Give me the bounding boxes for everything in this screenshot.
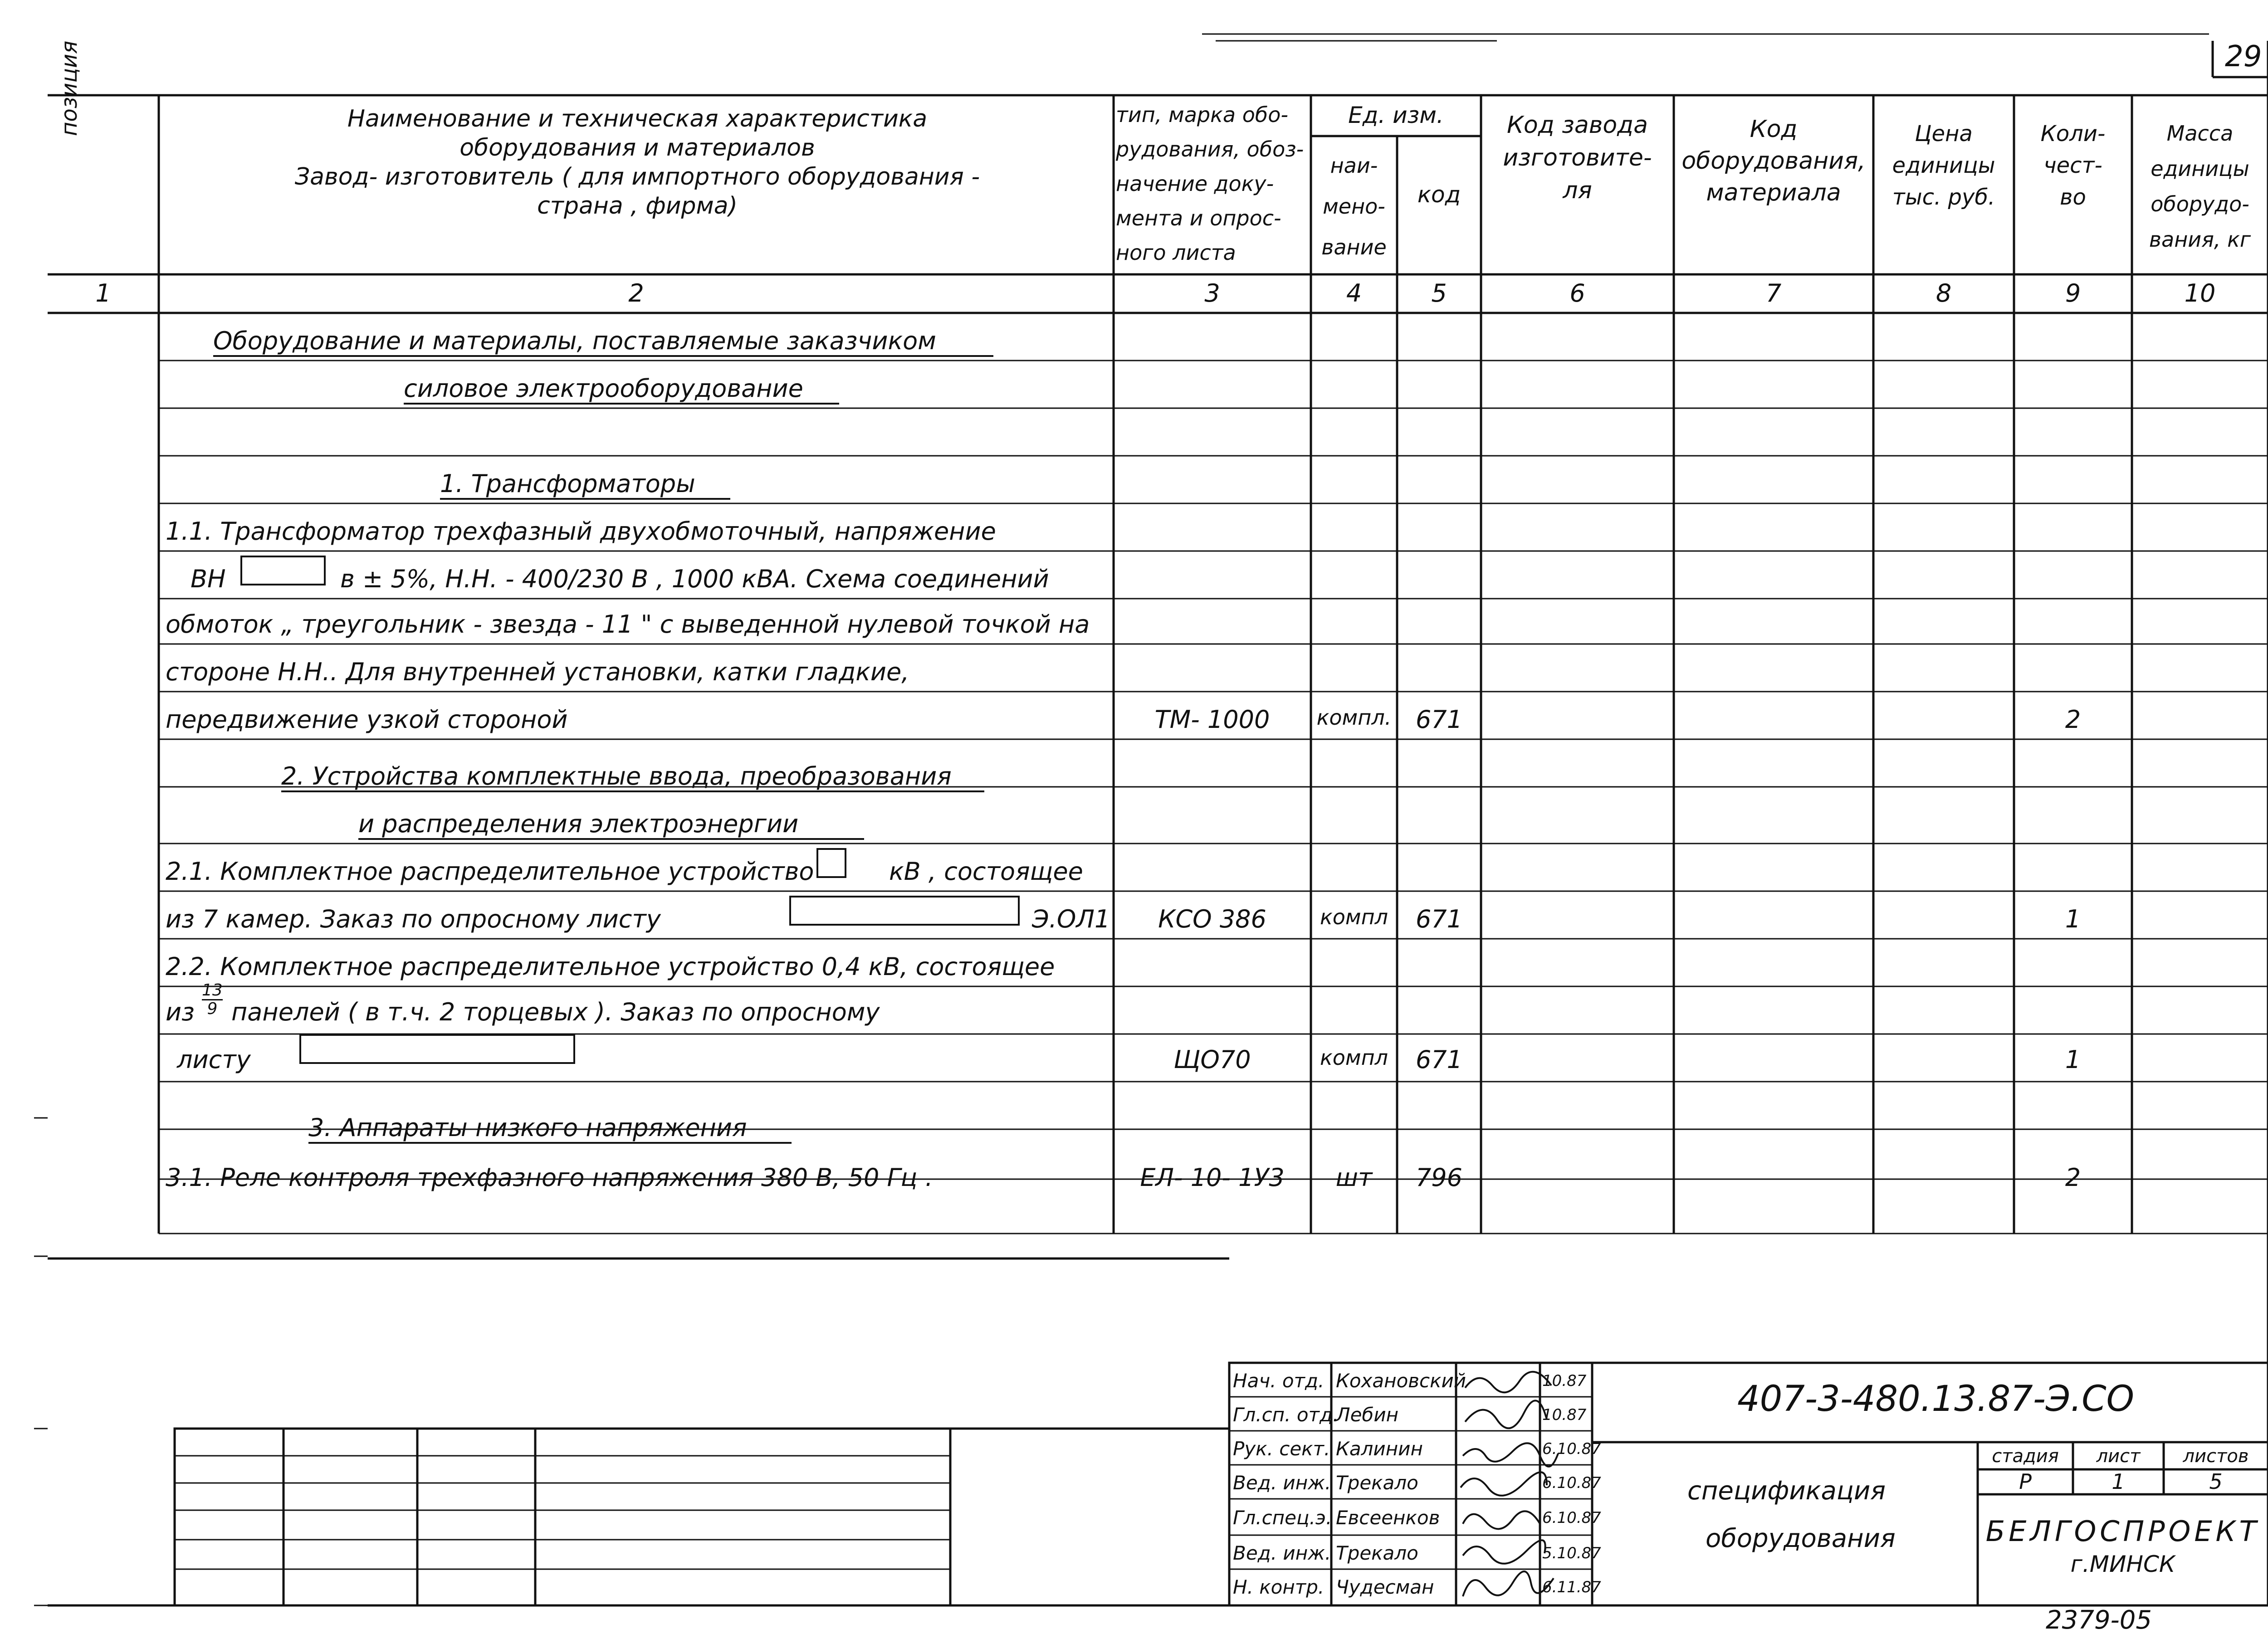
- stage-value: Р: [2019, 1469, 2032, 1494]
- city: г.МИНСК: [2070, 1551, 2175, 1577]
- header-unit-name-line-2: мено-: [1323, 194, 1385, 219]
- header-name-line-4: страна , фирма): [537, 192, 738, 219]
- section-low-voltage: 3. Аппараты низкого напряжения: [308, 1113, 747, 1142]
- header-mass-line-4: вания, кг: [2149, 227, 2251, 252]
- row-2-1-line-2: из 7 камер. Заказ по опросному листу: [166, 905, 661, 933]
- row-1-1-line-3: обмоток „ треугольник - звезда - 11 " с выведенной нулевой точкой на: [166, 610, 1090, 639]
- fraction-numerator: 13: [202, 981, 223, 1000]
- blank-field: [789, 896, 1020, 926]
- header-equipment-code-line-3: материала: [1706, 179, 1841, 206]
- colnum-8: 8: [1936, 279, 1952, 307]
- header-type-line-4: мента и опрос-: [1116, 206, 1281, 230]
- header-unit-group: Ед. изм.: [1348, 102, 1444, 128]
- header-type: [1116, 98, 1311, 270]
- header-price-line-2: единицы: [1892, 153, 1995, 178]
- header-equipment-code: [1674, 113, 1873, 209]
- header-price: [1873, 118, 2014, 213]
- signer-name: Евсеенков: [1336, 1507, 1440, 1529]
- header-quantity-line-1: Коли-: [2040, 121, 2106, 146]
- doc-title-2: оборудования: [1706, 1524, 1896, 1553]
- row-2-1-line-1b: кВ , состоящее: [889, 857, 1083, 886]
- header-factory-code-line-1: Код завода: [1506, 112, 1648, 139]
- sheet-value: 1: [2112, 1469, 2125, 1494]
- signer-name: Лебин: [1336, 1404, 1399, 1426]
- stage-label: стадия: [1992, 1446, 2059, 1467]
- row-2-2-line-1: 2.2. Комплектное распределительное устройство 0,4 кВ, состоящее: [166, 952, 1055, 981]
- row-1-1-line-1: 1.1. Трансформатор трехфазный двухобмоточный, напряжение: [166, 517, 996, 546]
- row-1-1-line-2a: ВН: [191, 565, 226, 593]
- colnum-10: 10: [2184, 279, 2216, 307]
- page-number: 29: [2225, 40, 2262, 73]
- signer-role: Вед. инж.: [1233, 1472, 1331, 1494]
- row-3-1-unit: шт: [1335, 1163, 1373, 1192]
- row-2-1-type: КСО 386: [1158, 905, 1266, 933]
- header-name-line-1: Наименование и техническая характеристика: [347, 105, 928, 132]
- section-transformers: 1. Трансформаторы: [440, 469, 695, 498]
- row-2-1-line-1a: 2.1. Комплектное распределительное устройство: [166, 857, 814, 886]
- colnum-6: 6: [1569, 279, 1585, 307]
- colnum-4: 4: [1346, 279, 1362, 307]
- row-3-1-code: 796: [1415, 1163, 1463, 1192]
- colnum-1: 1: [95, 279, 111, 307]
- signer-name: Трекало: [1336, 1542, 1418, 1564]
- signer-date: 10.87: [1542, 1406, 1587, 1424]
- header-type-line-5: ного листа: [1116, 240, 1236, 265]
- row-2-1-code: 671: [1415, 905, 1463, 933]
- row-2-2-qty: 1: [2065, 1045, 2081, 1074]
- section-subheading: силовое электрооборудование: [404, 374, 803, 403]
- row-2-1-unit: компл: [1320, 905, 1388, 929]
- row-2-2-unit: компл: [1320, 1045, 1388, 1070]
- header-unit-name-line-1: наи-: [1330, 153, 1378, 178]
- header-mass-line-3: оборудо-: [2151, 192, 2249, 216]
- colnum-9: 9: [2065, 279, 2081, 307]
- doc-title-1: спецификация: [1687, 1476, 1886, 1506]
- row-2-2-code: 671: [1415, 1045, 1463, 1074]
- section-devices-line-2: и распределения электроэнергии: [358, 810, 799, 838]
- row-2-2-line-3: листу: [177, 1045, 251, 1074]
- header-type-line-2: рудования, обоз-: [1116, 137, 1304, 161]
- signer-role: Н. контр.: [1233, 1576, 1325, 1598]
- header-unit-name-line-3: вание: [1321, 235, 1387, 259]
- signer-name: Калинин: [1336, 1438, 1423, 1460]
- header-equipment-code-line-1: Код: [1750, 116, 1798, 143]
- header-factory-code-line-3: ля: [1563, 177, 1592, 204]
- row-1-1-line-2b: в ± 5%, Н.Н. - 400/230 В , 1000 кВА. Схема соединений: [340, 565, 1049, 593]
- header-position: позиция: [57, 40, 82, 136]
- row-3-1-name: 3.1. Реле контроля трехфазного напряжения 380 В, 50 Гц .: [166, 1163, 933, 1192]
- sheets-label: листов: [2183, 1446, 2249, 1467]
- header-name-line-3: Завод- изготовитель ( для импортного оборудования -: [294, 163, 980, 190]
- signer-date: 6.10.87: [1542, 1509, 1601, 1527]
- colnum-7: 7: [1765, 279, 1782, 307]
- header-quantity: [2014, 118, 2132, 213]
- header-unit-name: [1311, 145, 1397, 268]
- header-mass-line-2: единицы: [2151, 156, 2249, 181]
- row-1-1-type: ТМ- 1000: [1154, 705, 1270, 734]
- header-quantity-line-3: во: [2060, 185, 2086, 210]
- row-3-1-qty: 2: [2065, 1163, 2081, 1192]
- row-1-1-line-5: передвижение узкой стороной: [166, 705, 568, 734]
- signer-role: Гл.спец.э.: [1233, 1507, 1332, 1529]
- sheets-value: 5: [2209, 1469, 2223, 1494]
- row-2-1-sheet-ref: Э.ОЛ1: [1032, 905, 1110, 933]
- organization: БЕЛГОСПРОЕКТ: [1985, 1515, 2260, 1548]
- header-equipment-code-line-2: оборудования,: [1681, 147, 1866, 175]
- signer-name: Кохановский: [1336, 1370, 1466, 1392]
- fraction: [202, 982, 223, 1018]
- header-price-line-3: тыс. руб.: [1892, 185, 1995, 210]
- header-factory-code-line-2: изготовите-: [1503, 144, 1652, 171]
- signer-role: Гл.сп. отд.: [1233, 1404, 1339, 1426]
- header-mass: [2132, 116, 2268, 257]
- row-2-2-type: ЩО70: [1173, 1045, 1251, 1074]
- colnum-3: 3: [1204, 279, 1220, 307]
- blank-field: [816, 848, 846, 878]
- row-1-1-unit: компл.: [1316, 705, 1392, 730]
- row-3-1-type: ЕЛ- 10- 1У3: [1140, 1163, 1285, 1192]
- header-name: [163, 104, 1111, 220]
- blank-field: [240, 556, 326, 585]
- header-unit-code: код: [1417, 181, 1461, 208]
- section-heading: Оборудование и материалы, поставляемые заказчиком: [213, 327, 936, 355]
- row-1-1-line-4: стороне Н.Н.. Для внутренней установки, катки гладкие,: [166, 658, 909, 686]
- row-2-2-line-2a: из: [166, 998, 195, 1026]
- signer-role: Рук. сект.: [1233, 1438, 1330, 1460]
- signer-date: 5.10.87: [1542, 1544, 1601, 1562]
- signer-role: Вед. инж.: [1233, 1542, 1331, 1564]
- signer-name: Трекало: [1336, 1472, 1418, 1494]
- colnum-5: 5: [1431, 279, 1447, 307]
- blank-field: [299, 1034, 575, 1064]
- header-type-line-1: тип, марка обо-: [1116, 102, 1288, 127]
- header-type-line-3: начение доку-: [1116, 171, 1274, 196]
- colnum-2: 2: [628, 279, 644, 307]
- header-factory-code: [1481, 109, 1674, 207]
- signer-name: Чудесман: [1336, 1576, 1434, 1598]
- signer-role: Нач. отд.: [1233, 1370, 1325, 1392]
- signer-date: 6.10.87: [1542, 1440, 1601, 1458]
- header-name-line-2: оборудования и материалов: [459, 134, 815, 161]
- archive-number: 2379-05: [2046, 1605, 2152, 1634]
- row-1-1-qty: 2: [2065, 705, 2081, 734]
- designation: 407-3-480.13.87-Э.СО: [1737, 1379, 2135, 1419]
- header-price-line-1: Цена: [1915, 121, 1973, 146]
- fraction-denominator: 9: [207, 1000, 218, 1018]
- signer-date: 10.87: [1542, 1372, 1587, 1390]
- row-2-2-line-2b: панелей ( в т.ч. 2 торцевых ). Заказ по опросному: [231, 998, 880, 1026]
- sheet-label: лист: [2096, 1446, 2141, 1467]
- header-quantity-line-2: чест-: [2043, 153, 2102, 178]
- signer-date: 6.11.87: [1542, 1578, 1601, 1596]
- row-1-1-code: 671: [1415, 705, 1463, 734]
- section-devices: 2. Устройства комплектные ввода, преобразования: [281, 762, 952, 790]
- header-mass-line-1: Масса: [2166, 121, 2234, 146]
- row-2-1-qty: 1: [2065, 905, 2081, 933]
- signer-date: 6.10.87: [1542, 1474, 1601, 1492]
